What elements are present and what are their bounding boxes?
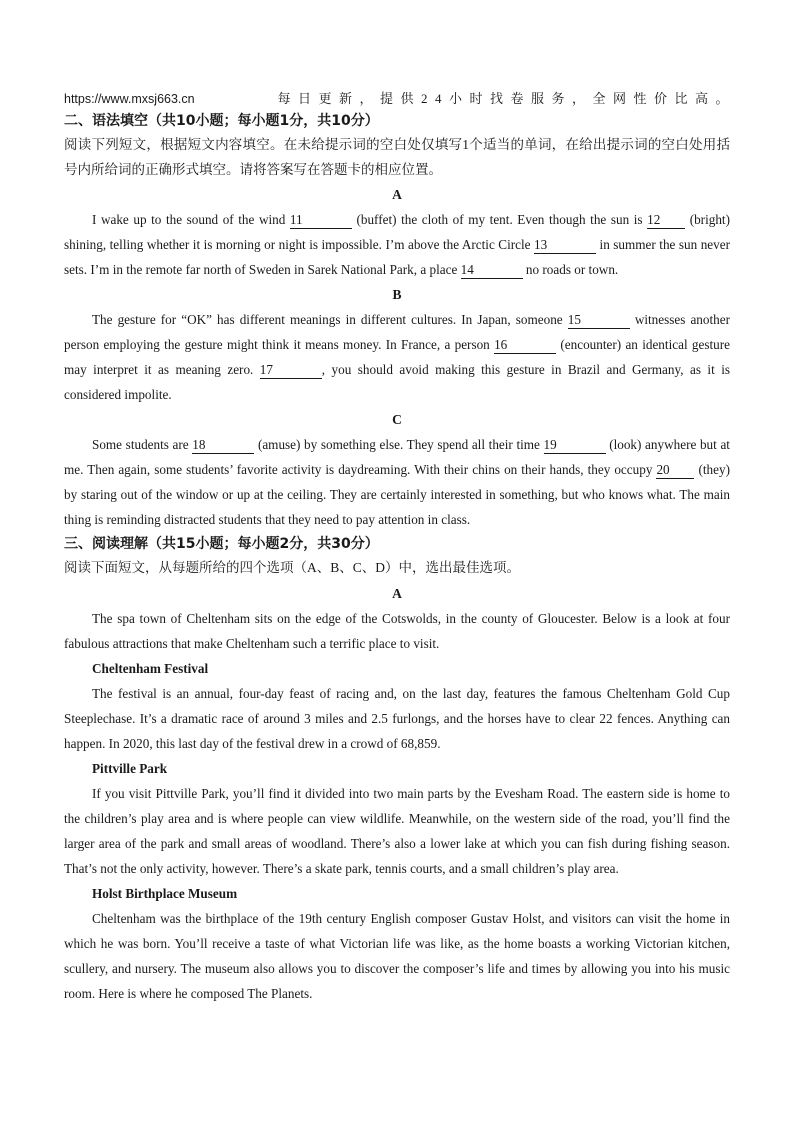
grammar-section-title: 二、语法填空（共10小题；每小题1分，共10分） xyxy=(64,113,379,129)
grammar-instruction: 阅读下列短文，根据短文内容填空。在未给提示词的空白处仅填写1个适当的单词，在给出提示词的空白处用括号内所给词的正确形式填空。请将答案写在答题卡的相应位置。 xyxy=(64,137,730,177)
source-url[interactable]: https://www.mxsj663.cn xyxy=(64,92,195,106)
blank-13: 13 xyxy=(534,237,596,254)
grammar-passage-b-label: B xyxy=(392,287,402,302)
subheading-cheltenham-festival: Cheltenham Festival xyxy=(92,660,209,676)
reading-instruction: 阅读下面短文，从每题所给的四个选项（A、B、C、D）中，选出最佳选项。 xyxy=(64,560,521,575)
document-page xyxy=(64,89,736,1006)
passage-text: in summer the sun never sets. I’m in the remote far north of Sweden in Sarek National Park, a place xyxy=(64,237,730,277)
page-header xyxy=(64,89,736,109)
passage-text: Some students are xyxy=(92,437,193,452)
blank-11: 11 xyxy=(290,212,352,229)
grammar-passage-b xyxy=(64,307,730,407)
blank-16: 16 xyxy=(494,337,556,354)
blank-20: 20 xyxy=(656,462,694,479)
blank-19: 19 xyxy=(544,437,606,454)
reading-passage-a-label: A xyxy=(392,585,402,601)
blank-17: 17 xyxy=(260,362,322,379)
blank-14: 14 xyxy=(461,262,523,279)
reading-section-title: 三、阅读理解（共15小题；每小题2分，共30分） xyxy=(64,536,379,552)
blank-18: 18 xyxy=(192,437,254,454)
passage-text: (bright) shining, telling whether it is morning or night is impossible. I’m above the Arctic Circle xyxy=(64,212,730,252)
grammar-passage-c xyxy=(64,432,730,532)
reading-passage-a-intro: The spa town of Cheltenham sits on the edge of the Cotswolds, in the county of Gloucester. Below is a look at four fabulous attractions that make Cheltenham such a terrific place to visit. xyxy=(64,610,730,651)
passage-text: I wake up to the sound of the wind xyxy=(92,212,290,227)
header-slogan: 每日更新，提供24小时找卷服务，全网性价比高。 xyxy=(277,91,736,106)
paragraph-pittville-park: If you visit Pittville Park, you’ll find it divided into two main parts by the Evesham Road. The eastern side is home to the children’s play area and is where people can view wildlife. Meanwhile, on the western side of the road, you’ll find the larger area of the park and small areas of woodland. There’s also a lower lake at which you can fish during fishing season. That’s not the only activity, however. There’s a skate park, tennis courts, and a small children’s play area. xyxy=(64,785,730,876)
paragraph-cheltenham-festival: The festival is an annual, four-day feast of racing and, on the last day, features the famous Cheltenham Gold Cup Steeplechase. It’s a dramatic race of around 3 miles and 2.5 furlongs, and the horses have to clear 22 fences. Anything can happen. In 2020, this last day of the festival drew in a crowd of 68,859. xyxy=(64,685,730,751)
passage-text: , you should avoid making this gesture in Brazil and Germany, as it is considered impolite. xyxy=(64,362,730,402)
passage-text: witnesses another person employing the gesture might think it means money. In France, a person xyxy=(64,312,730,352)
passage-text: (look) anywhere but at me. Then again, some students’ favorite activity is daydreaming. With their chins on their hands, they occupy xyxy=(64,437,730,477)
passage-text: (amuse) by something else. They spend all their time xyxy=(254,437,544,452)
subheading-pittville-park: Pittville Park xyxy=(92,760,168,776)
grammar-passage-a-label: A xyxy=(392,187,402,202)
grammar-passage-a xyxy=(64,207,730,282)
blank-15: 15 xyxy=(568,312,630,329)
paragraph-holst-museum: Cheltenham was the birthplace of the 19th century English composer Gustav Holst, and visitors can visit the home in which he was born. You’ll receive a taste of what Victorian life was like, as the home boasts a working Victorian kitchen, scullery, and nursery. The museum also allows you to discover the composer’s life and times by allowing you into his music room. Here is where he composed The Planets. xyxy=(64,910,730,1001)
grammar-passage-c-label: C xyxy=(392,412,402,427)
blank-12: 12 xyxy=(647,212,685,229)
passage-text: (they) by staring out of the window or up at the ceiling. They are certainly interested in something, but who knows what. The main thing is reminding distracted students that they need to pay attention in class. xyxy=(64,462,730,527)
passage-text: The gesture for “OK” has different meanings in different cultures. In Japan, someone xyxy=(92,312,568,327)
passage-text: (buffet) the cloth of my tent. Even though the sun is xyxy=(351,212,648,227)
passage-text: no roads or town. xyxy=(522,262,619,277)
passage-text: (encounter) an identical gesture may interpret it as meaning zero. xyxy=(64,337,730,377)
subheading-holst-museum: Holst Birthplace Museum xyxy=(92,885,238,901)
